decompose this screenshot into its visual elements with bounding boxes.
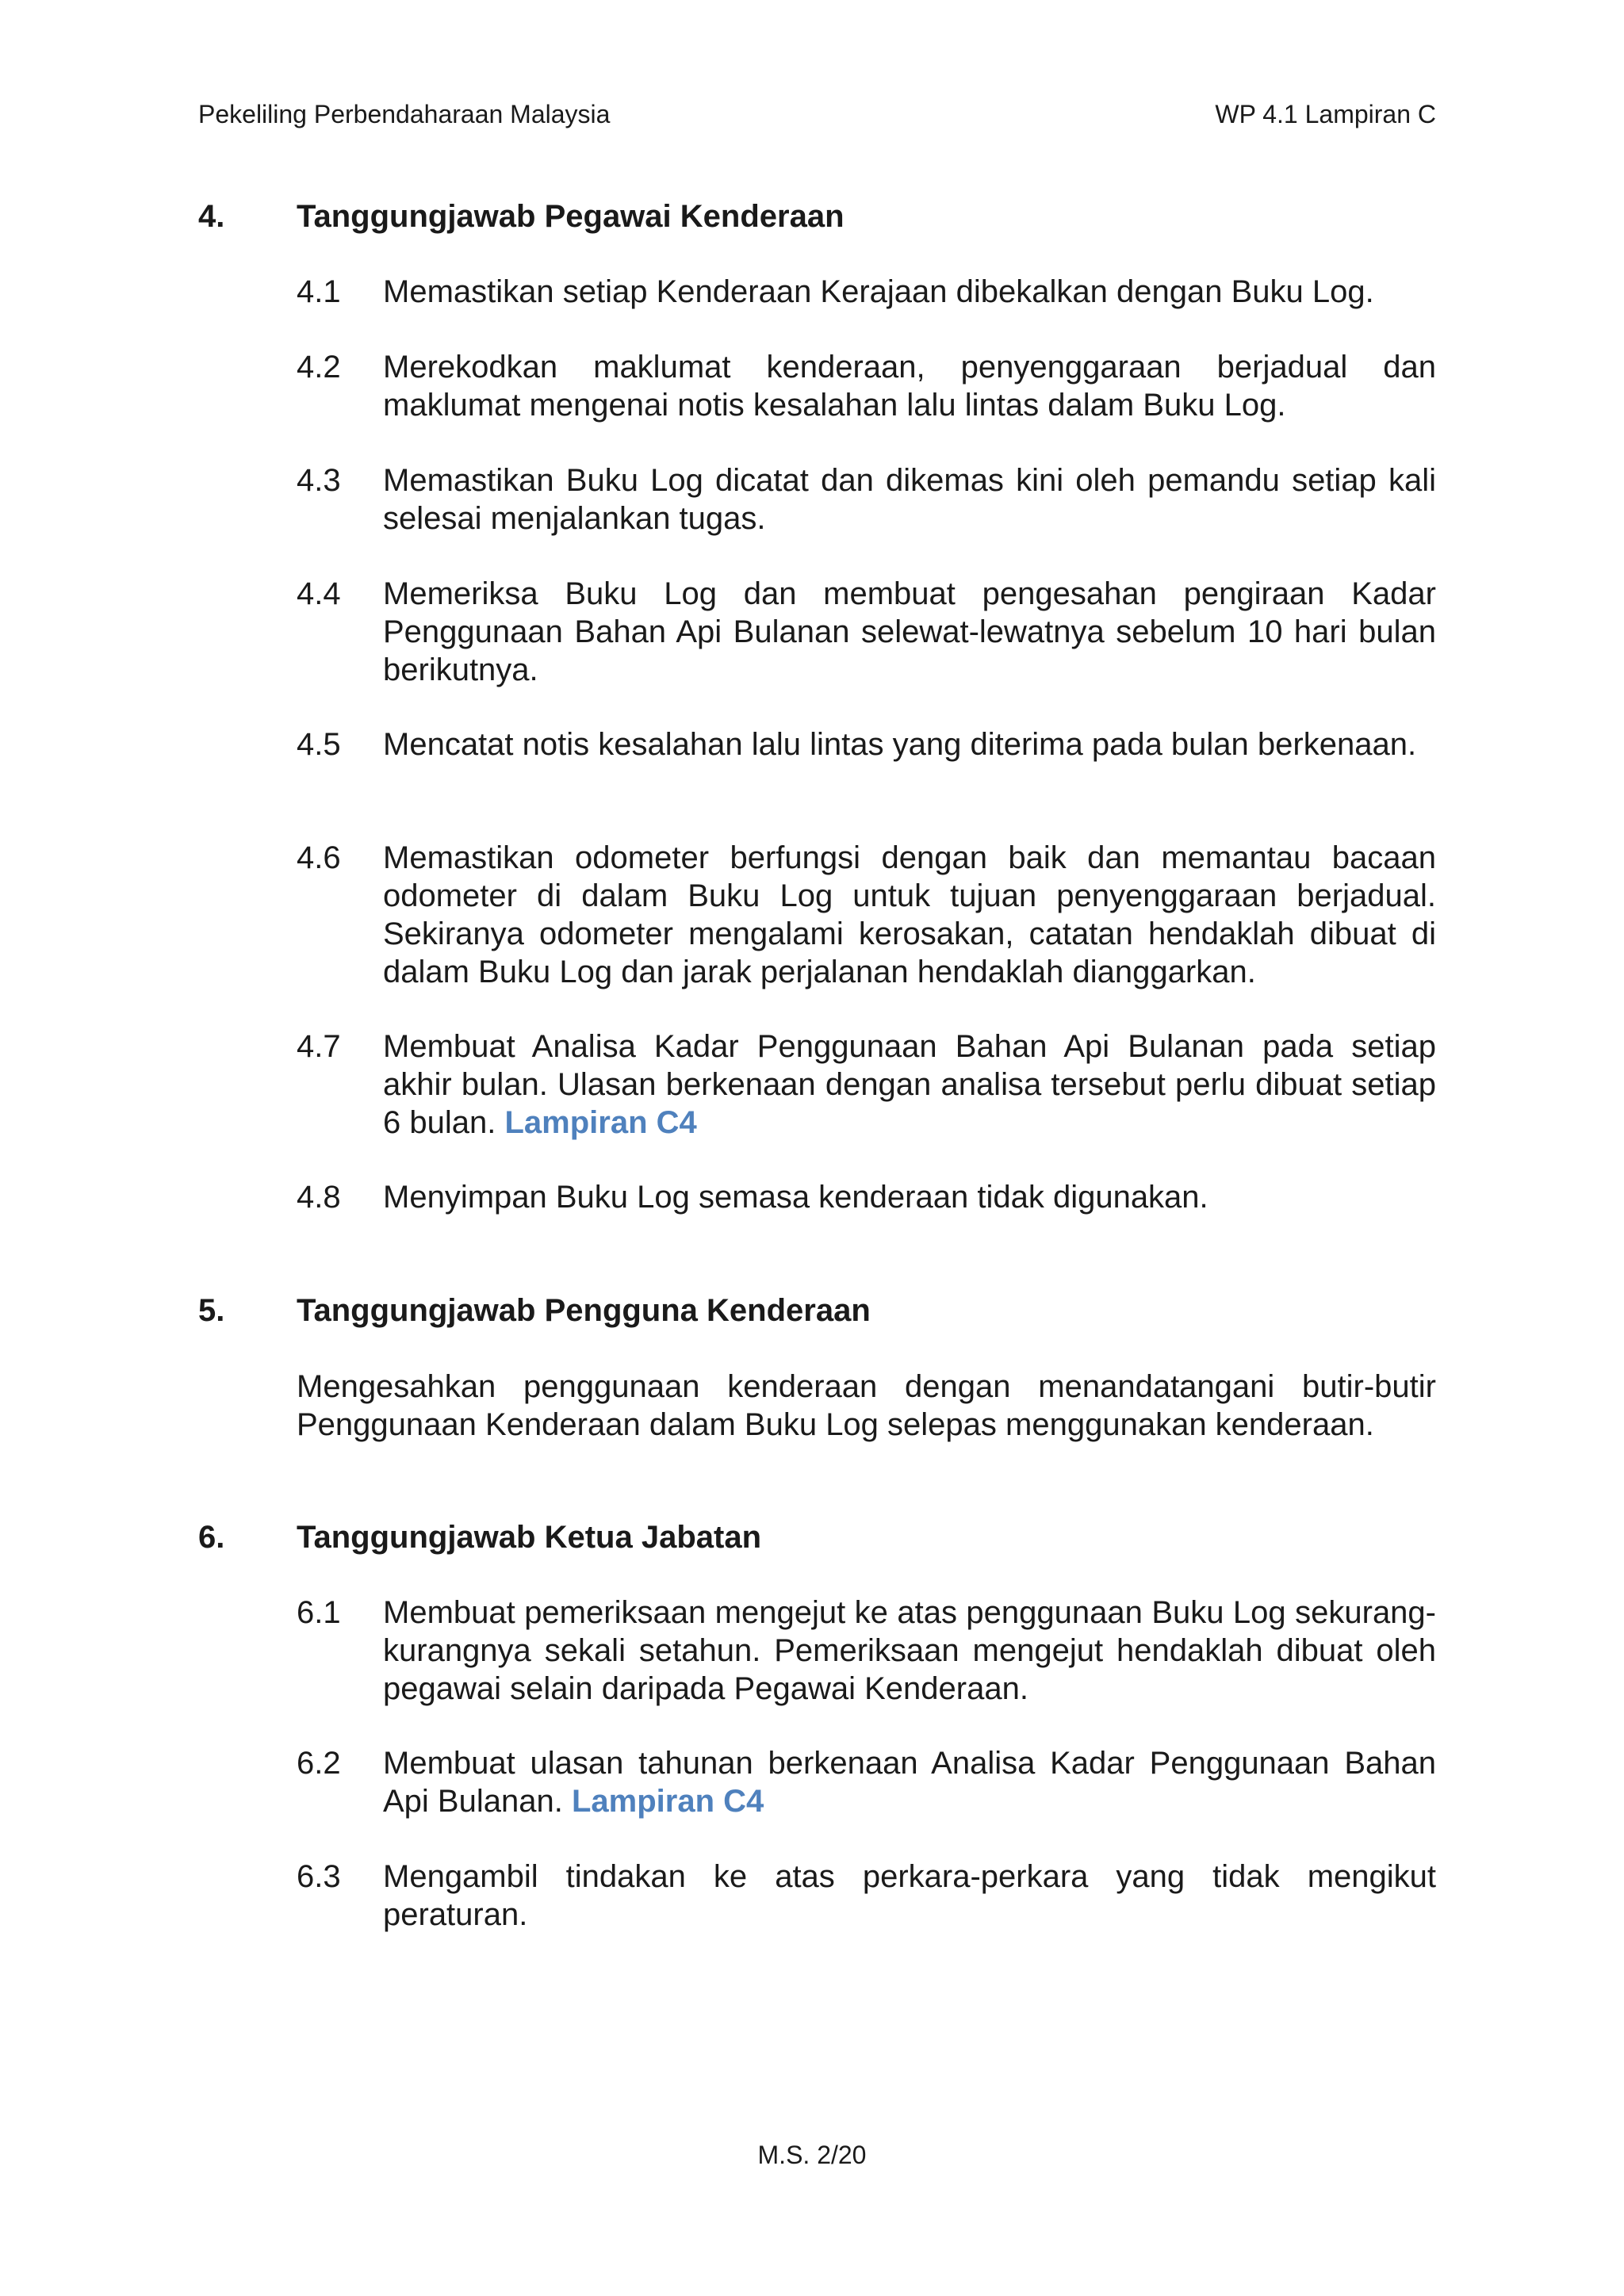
section-number: 6. <box>198 1520 225 1555</box>
list-item-4-4 <box>297 575 1436 689</box>
item-text <box>383 1027 1436 1142</box>
section-number: 5. <box>198 1293 225 1328</box>
item-text: Membuat pemeriksaan mengejut ke atas penggunaan Buku Log sekurang-kurangnya sekali setahun. Pemeriksaan mengejut hendaklah dibuat oleh pegawai selain daripada Pegawai Kenderaan. <box>383 1595 1436 1706</box>
item-text-body: Membuat Analisa Kadar Penggunaan Bahan Api Bulanan pada setiap akhir bulan. Ulasan berkenaan dengan analisa tersebut perlu dibuat setiap 6 bulan. <box>383 1029 1436 1140</box>
item-number: 4.4 <box>297 576 341 611</box>
item-number: 4.2 <box>297 350 341 385</box>
running-header-right: WP 4.1 Lampiran C <box>1215 100 1436 128</box>
item-text: Menyimpan Buku Log semasa kenderaan tidak digunakan. <box>383 1180 1208 1215</box>
list-item-4-3 <box>297 461 1436 538</box>
item-text: Memastikan Buku Log dicatat dan dikemas kini oleh pemandu setiap kali selesai menjalankan tugas. <box>383 463 1436 536</box>
item-text: Memastikan odometer berfungsi dengan baik dan memantau bacaan odometer di dalam Buku Log untuk tujuan penyenggaraan berjadual. Sekiranya odometer mengalami kerosakan, catatan hendaklah dibuat di dalam Buku Log dan jarak perjalanan hendaklah dianggarkan. <box>383 840 1436 989</box>
item-text: Mencatat notis kesalahan lalu lintas yang diterima pada bulan berkenaan. <box>383 727 1417 762</box>
item-text <box>383 1744 1436 1820</box>
list-item-6-3 <box>297 1858 1436 1934</box>
page-number-footer: M.S. 2/20 <box>757 2141 867 2169</box>
list-item-4-6 <box>297 839 1436 991</box>
list-item-6-1 <box>297 1594 1436 1708</box>
item-number: 4.5 <box>297 727 341 762</box>
item-text: Memastikan setiap Kenderaan Kerajaan dibekalkan dengan Buku Log. <box>383 274 1374 309</box>
item-number: 4.7 <box>297 1029 341 1064</box>
section-5-paragraph: Mengesahkan penggunaan kenderaan dengan menandatangani butir-butir Penggunaan Kenderaan dalam Buku Log selepas menggunakan kenderaan. <box>297 1369 1436 1442</box>
list-item-4-5 <box>297 725 1436 763</box>
section-heading-4 <box>198 197 845 235</box>
item-text: Memeriksa Buku Log dan membuat pengesahan pengiraan Kadar Penggunaan Bahan Api Bulanan selewat-lewatnya sebelum 10 hari bulan berikutnya. <box>383 576 1436 687</box>
lampiran-c4-link[interactable]: Lampiran C4 <box>571 1784 764 1819</box>
item-text-body: Membuat ulasan tahunan berkenaan Analisa Kadar Penggunaan Bahan Api Bulanan. <box>383 1746 1436 1819</box>
section-title: Tanggungjawab Pegawai Kenderaan <box>297 199 845 234</box>
list-item-4-2 <box>297 348 1436 424</box>
item-number: 6.2 <box>297 1746 341 1781</box>
item-text: Merekodkan maklumat kenderaan, penyenggaraan berjadual dan maklumat mengenai notis kesalahan lalu lintas dalam Buku Log. <box>383 350 1436 423</box>
item-number: 6.3 <box>297 1859 341 1894</box>
list-item-6-2 <box>297 1744 1436 1820</box>
list-item-4-1 <box>297 273 1436 311</box>
list-item-4-7 <box>297 1027 1436 1142</box>
section-number: 4. <box>198 199 225 234</box>
section-title: Tanggungjawab Ketua Jabatan <box>297 1520 761 1555</box>
running-header-left: Pekeliling Perbendaharaan Malaysia <box>198 100 611 128</box>
section-heading-5 <box>198 1292 871 1330</box>
lampiran-c4-link[interactable]: Lampiran C4 <box>504 1105 697 1140</box>
item-number: 4.6 <box>297 840 341 875</box>
section-heading-6 <box>198 1518 761 1556</box>
section-title: Tanggungjawab Pengguna Kenderaan <box>297 1293 871 1328</box>
item-number: 4.3 <box>297 463 341 498</box>
list-item-4-8 <box>297 1178 1436 1216</box>
item-number: 4.1 <box>297 274 341 309</box>
item-number: 4.8 <box>297 1180 341 1215</box>
item-number: 6.1 <box>297 1595 341 1630</box>
item-text: Mengambil tindakan ke atas perkara-perkara yang tidak mengikut peraturan. <box>383 1859 1436 1932</box>
